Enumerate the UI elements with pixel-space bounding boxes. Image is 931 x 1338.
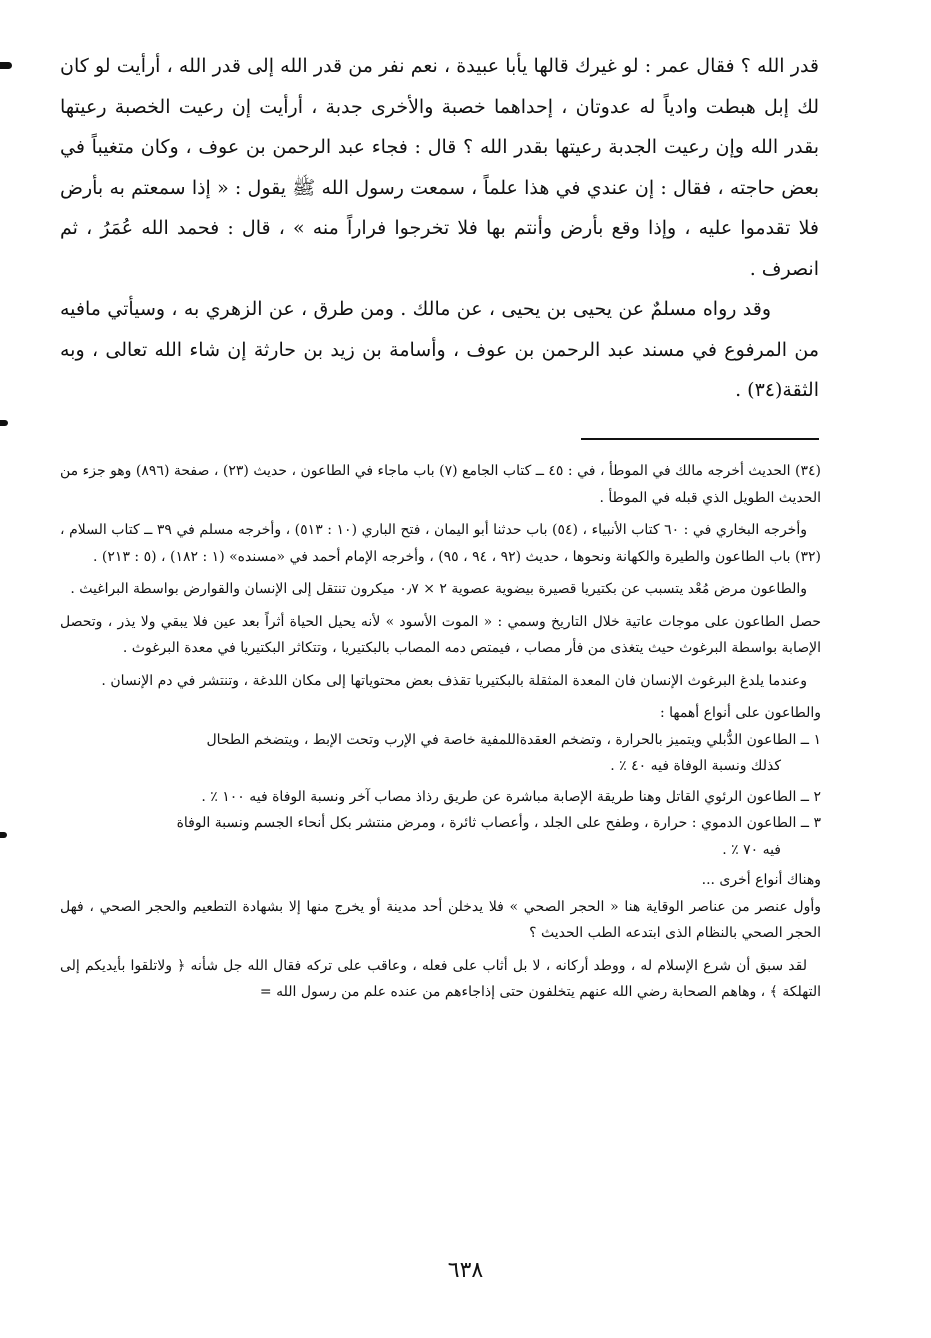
closing-paragraph: لقد سبق أن شرع الإسلام له ، ووطد أركانه ، لا بل أثاب على فعله ، وعاقب على تركه فقال الله جل شأنه ﴿ ولاتلقوا بأيديكم إلى التهلكة ﴾ ، وهاهم الصحابة رضي الله عنهم يتخلفون حتى إذاجاءهم من عنده علم من رسول الله = [60, 957, 821, 1000]
type-item-continuation: كذلك ونسبة الوفاة فيه ٤٠ ٪ . [610, 758, 781, 774]
closing-line: وهناك أنواع أخرى ... [701, 872, 821, 888]
footnote-separator [581, 438, 819, 440]
footnote-paragraph: حصل الطاعون على موجات عاتية خلال التاريخ وسمي : « الموت الأسود » لأنه يحيل الحياة أثراً بعد عين فلا يبقي ولا يذر ، وتحصل الإصابة بواسطة البرغوث حيث يتغذى من فأر مصاب ، فيمتص دمه المصاب بالبكتيريا ، وتتكاثر البكتيريا في معدة البرغوث . [60, 613, 821, 656]
type-item: ٣ ــ الطاعون الدموي : حرارة ، وطفح على الجلد ، وأعصاب ثائرة ، ومرض منتشر بكل أنحاء الجسم ونسبة الوفاة [176, 815, 821, 831]
type-item-continuation: فيه ٧٠ ٪ . [722, 841, 781, 858]
closing-paragraph: وأول عنصر من عناصر الوقاية هنا « الحجر الصحي » فلا يدخلن أحد مدينة أو يخرج منها إلا بشهادة التطعيم والحجر الصحي ، فهل الحجر الصحي بالنظام الذى ابتدعه الطب الحديث ؟ [60, 898, 821, 941]
type-item: ١ ــ الطاعون الدُّبلي ويتميز بالحرارة ، وتضخم العقدةاللمفية خاصة في الإرب وتحت الإبط ، ويتضخم الطحال [206, 731, 821, 748]
footnote-paragraph: وأخرجه البخاري في : ٦٠ كتاب الأنبياء ، (٥٤) باب حدثنا أبو اليمان ، فتح الباري (١٠ : ٥١٣) ، وأخرجه مسلم في ٣٩ ــ كتاب السلام ، (٣٢) باب الطاعون والطيرة والكهانة ونحوها ، حديث (٩٢ ، ٩٤ ، ٩٥) ، وأخرجه الإمام أحمد في «مسنده» (١ : ١٨٢) ، (٥ : ٢١٣) . [60, 522, 821, 565]
margin-mark [0, 832, 7, 838]
footnote-paragraph: وعندما يلدغ البرغوث الإنسان فان المعدة المثقلة بالبكتيريا تقذف بعض محتوياتها إلى مكان اللدغة ، وتنتشر في دم الإنسان . [101, 672, 807, 689]
type-item: ٢ ــ الطاعون الرئوي القاتل وهنا طريقة الإصابة مباشرة عن طريق رذاذ مصاب آخر ونسبة الوفاة فيه ١٠٠ ٪ . [201, 788, 821, 805]
margin-mark [0, 62, 12, 69]
main-text [60, 46, 819, 411]
margin-mark [0, 420, 8, 426]
page-number: ٦٣٨ [447, 1258, 484, 1283]
footnote-paragraph: (٣٤) الحديث أخرجه مالك في الموطأ ، في : ٤٥ ــ كتاب الجامع (٧) باب ماجاء في الطاعون ، حديث (٢٣) ، صفحة (٨٩٦) وهو جزء من الحديث الطويل الذي قبله في الموطأ . [60, 463, 821, 506]
footnotes [60, 458, 821, 1012]
types-intro: والطاعون على أنواع أهمها : [659, 705, 821, 721]
main-paragraph: وقد رواه مسلمٌ عن يحيى بن يحيى ، عن مالك . ومن طرق ، عن الزهري به ، وسيأتي مافيه من المرفوع في مسند عبد الرحمن بن عوف ، وأسامة بن زيد بن حارثة إن شاء الله تعالى ، وبه الثقة(٣٤) . [60, 298, 819, 401]
footnote-paragraph: والطاعون مرض مُعْد يتسبب عن بكتيريا قصيرة بيضوية عصوية ٢ × ٠٫٧ ميكرون تنتقل إلى الإنسان والقوارض بواسطة البراغيث . [70, 581, 807, 597]
main-paragraph: قدر الله ؟ فقال عمر : لو غيرك قالها يأبا عبيدة ، نعم نفر من قدر الله إلى قدر الله ، أرأيت لو كان لك إبل هبطت وادياً له عدوتان ، إحداهما خصبة والأخرى جدبة ، أرأيت إن رعيت الخصبة رعيتها بقدر الله وإن رعيت الجدبة رعيتها بقدر الله ؟ قال : فجاء عبد الرحمن بن عوف ، وكان متغيباً في بعض حاجته ، فقال : إن عندي في هذا علماً ، سمعت رسول الله ﷺ يقول : « إذا سمعتم به بأرض فلا تقدموا عليه ، وإذا وقع بأرض وأنتم بها فلا تخرجوا فراراً منه » ، قال : فحمد الله عُمَرُ ، ثم انصرف . [60, 55, 819, 280]
